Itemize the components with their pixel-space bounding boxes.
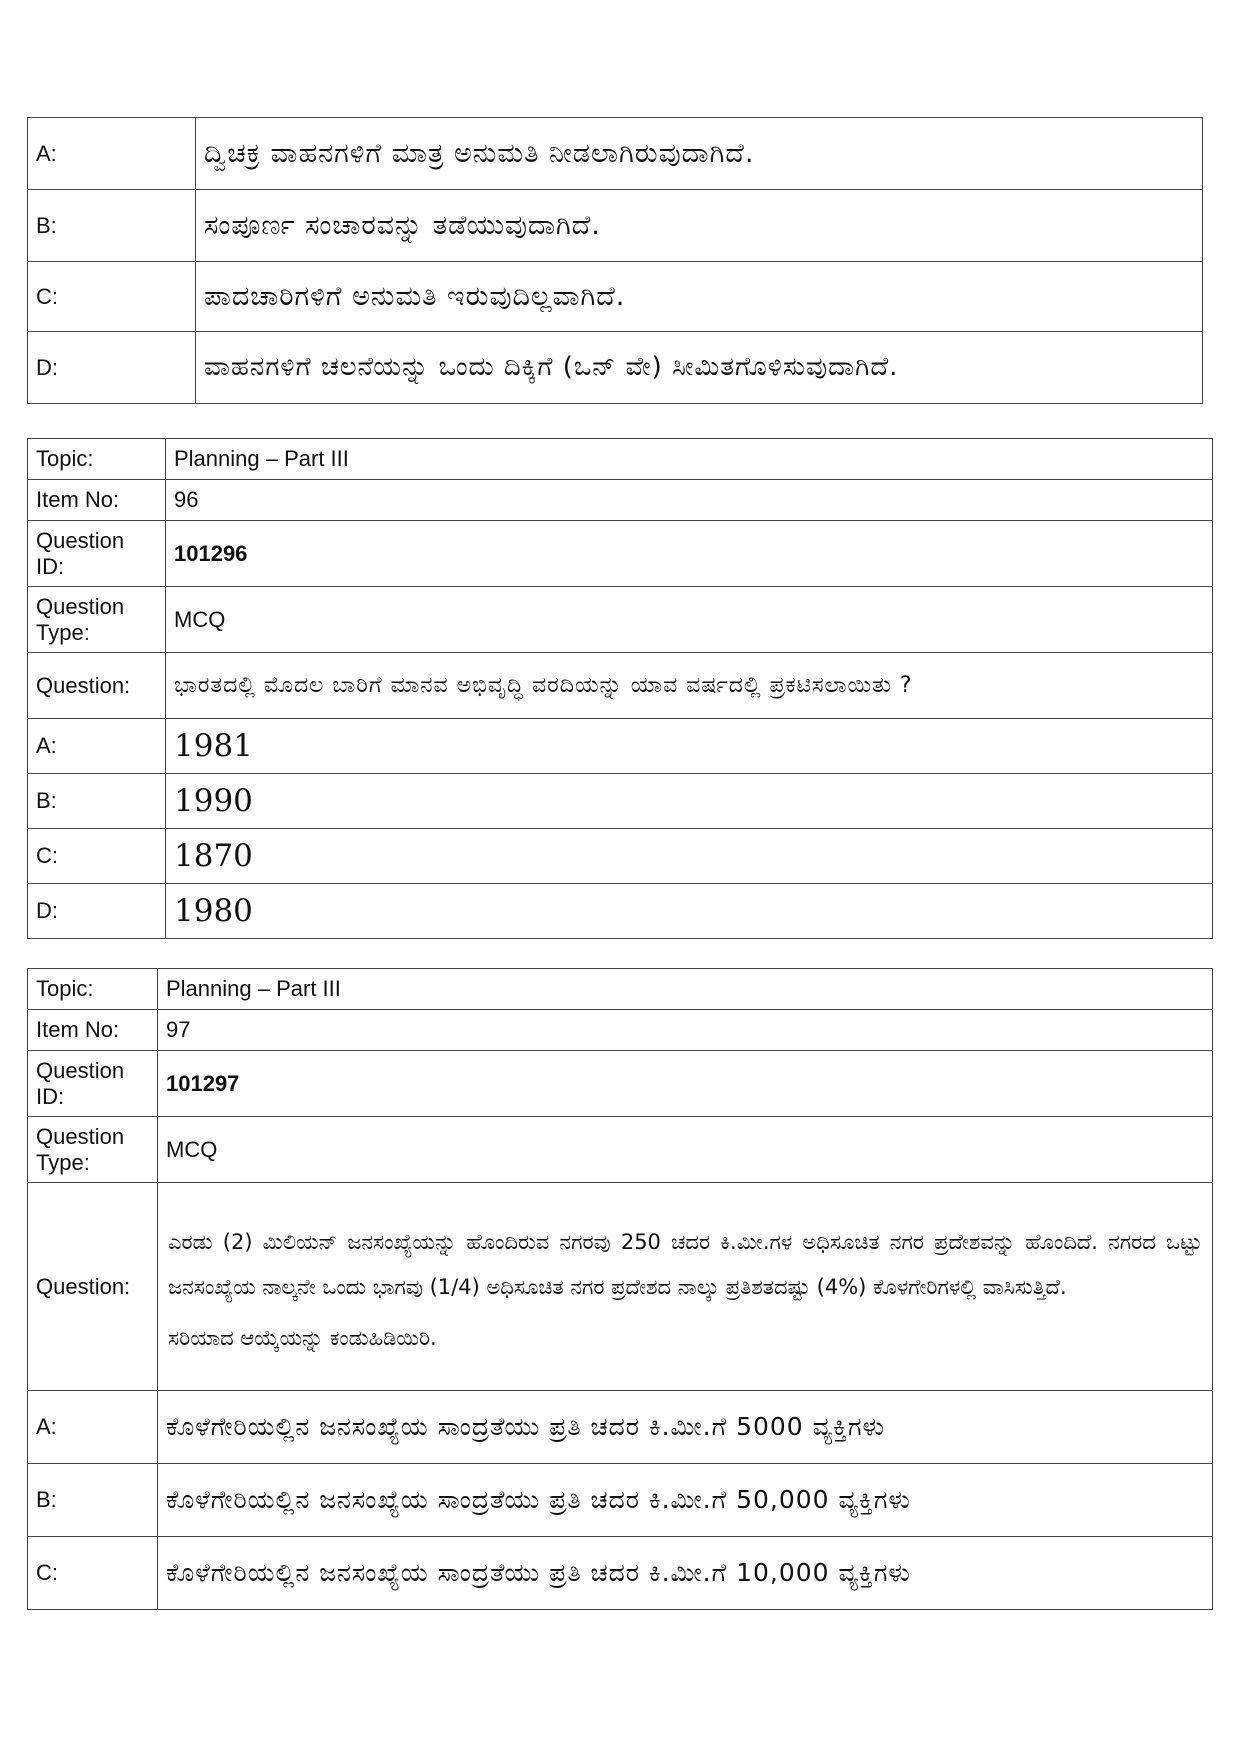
topic-value: Planning – Part III [158, 969, 1213, 1010]
option-row-c [28, 1537, 1213, 1610]
option-text: 1870 [166, 829, 1213, 884]
question-row [28, 1183, 1213, 1391]
option-label: B: [28, 190, 196, 262]
option-label: C: [28, 262, 196, 332]
topic-row [28, 969, 1213, 1010]
question-type-row [28, 1117, 1213, 1183]
option-row-b [28, 190, 1203, 262]
option-text: 1980 [166, 884, 1213, 939]
option-label: D: [28, 884, 166, 939]
question-text: ಎರಡು (2) ಮಿಲಿಯನ್ ಜನಸಂಖ್ಯೆಯನ್ನು ಹೊಂದಿರುವ ನಗರವು 250 ಚದರ ಕಿ.ಮೀ.ಗಳ ಅಧಿಸೂಚಿತ ನಗರ ಪ್ರದೇಶವನ್ನು ಹೊಂದಿದೆ. ನಗರದ ಒಟ್ಟು ಜನಸಂಖ್ಯೆಯ ನಾಲ್ಕನೇ ಒಂದು ಭಾಗವು (1/4) ಅಧಿಸೂಚಿತ ನಗರ ಪ್ರದೇಶದ ನಾಲ್ಕು ಪ್ರತಿಶತದಷ್ಟು (4%) ಕೊಳಗೇರಿಗಳಲ್ಲಿ ವಾಸಿಸುತ್ತಿದೆ. [168, 1229, 1202, 1299]
question-id-value: 101296 [166, 521, 1213, 587]
option-text: 1981 [166, 719, 1213, 774]
question-row [28, 653, 1213, 719]
item-no-row [28, 1010, 1213, 1051]
question-id-label: Question ID: [28, 521, 166, 587]
option-text: ಕೊಳೆಗೇರಿಯಲ್ಲಿನ ಜನಸಂಖ್ಯೆಯ ಸಾಂದ್ರತೆಯು ಪ್ರತಿ ಚದರ ಕಿ.ಮೀ.ಗೆ 10,000 ವ್ಯಕ್ತಿಗಳು [158, 1537, 1213, 1610]
option-label: B: [28, 774, 166, 829]
question-instruction: ಸರಿಯಾದ ಆಯ್ಕೆಯನ್ನು ಕಂಡುಹಿಡಿಯಿರಿ. [168, 1325, 437, 1350]
topic-row [28, 439, 1213, 480]
option-label: A: [28, 118, 196, 190]
topic-label: Topic: [28, 969, 158, 1010]
item-no-value: 96 [166, 480, 1213, 521]
option-text: 1990 [166, 774, 1213, 829]
option-label: D: [28, 332, 196, 404]
option-text: ದ್ವಿಚಕ್ರ ವಾಹನಗಳಿಗೆ ಮಾತ್ರ ಅನುಮತಿ ನೀಡಲಾಗಿರುವುದಾಗಿದೆ. [196, 118, 1203, 190]
option-row-d [28, 332, 1203, 404]
option-text: ವಾಹನಗಳಿಗೆ ಚಲನೆಯನ್ನು ಒಂದು ದಿಕ್ಕಿಗೆ (ಒನ್ ವೇ) ಸೀಮಿತಗೊಳಿಸುವುದಾಗಿದೆ. [196, 332, 1203, 404]
option-text: ಕೊಳೆಗೇರಿಯಲ್ಲಿನ ಜನಸಂಖ್ಯೆಯ ಸಾಂದ್ರತೆಯು ಪ್ರತಿ ಚದರ ಕಿ.ಮೀ.ಗೆ 5000 ವ್ಯಕ್ತಿಗಳು [158, 1391, 1213, 1464]
question-id-value: 101297 [158, 1051, 1213, 1117]
question-body [158, 1183, 1213, 1391]
option-label: A: [28, 1391, 158, 1464]
question-type-value: MCQ [158, 1117, 1213, 1183]
question-type-label: Question Type: [28, 1117, 158, 1183]
option-text: ಸಂಪೂರ್ಣ ಸಂಚಾರವನ್ನು ತಡೆಯುವುದಾಗಿದೆ. [196, 190, 1203, 262]
question-label: Question: [28, 653, 166, 719]
question-id-row [28, 521, 1213, 587]
question-text: ಭಾರತದಲ್ಲಿ ಮೊದಲ ಬಾರಿಗೆ ಮಾನವ ಅಭಿವೃದ್ಧಿ ವರದಿಯನ್ನು ಯಾವ ವರ್ಷದಲ್ಲಿ ಪ್ರಕಟಿಸಲಾಯಿತು ? [166, 653, 1213, 719]
option-row-c [28, 829, 1213, 884]
option-label: C: [28, 829, 166, 884]
option-label: A: [28, 719, 166, 774]
option-row-b [28, 1464, 1213, 1537]
option-text: ಕೊಳೆಗೇರಿಯಲ್ಲಿನ ಜನಸಂಖ್ಯೆಯ ಸಾಂದ್ರತೆಯು ಪ್ರತಿ ಚದರ ಕಿ.ಮೀ.ಗೆ 50,000 ವ್ಯಕ್ತಿಗಳು [158, 1464, 1213, 1537]
topic-label: Topic: [28, 439, 166, 480]
question-label: Question: [28, 1183, 158, 1391]
topic-value: Planning – Part III [166, 439, 1213, 480]
question-type-label: Question Type: [28, 587, 166, 653]
question-id-row [28, 1051, 1213, 1117]
option-row-a [28, 1391, 1213, 1464]
question-type-value: MCQ [166, 587, 1213, 653]
option-label: C: [28, 1537, 158, 1610]
item-no-row [28, 480, 1213, 521]
item-no-label: Item No: [28, 1010, 158, 1051]
option-row-b [28, 774, 1213, 829]
option-row-a [28, 719, 1213, 774]
item-no-value: 97 [158, 1010, 1213, 1051]
question-type-row [28, 587, 1213, 653]
prev-question-options-table [27, 117, 1203, 404]
question-97-table [27, 968, 1213, 1610]
question-id-label: Question ID: [28, 1051, 158, 1117]
option-row-c [28, 262, 1203, 332]
question-96-table [27, 438, 1213, 939]
option-row-d [28, 884, 1213, 939]
item-no-label: Item No: [28, 480, 166, 521]
option-text: ಪಾದಚಾರಿಗಳಿಗೆ ಅನುಮತಿ ಇರುವುದಿಲ್ಲವಾಗಿದೆ. [196, 262, 1203, 332]
option-row-a [28, 118, 1203, 190]
option-label: B: [28, 1464, 158, 1537]
